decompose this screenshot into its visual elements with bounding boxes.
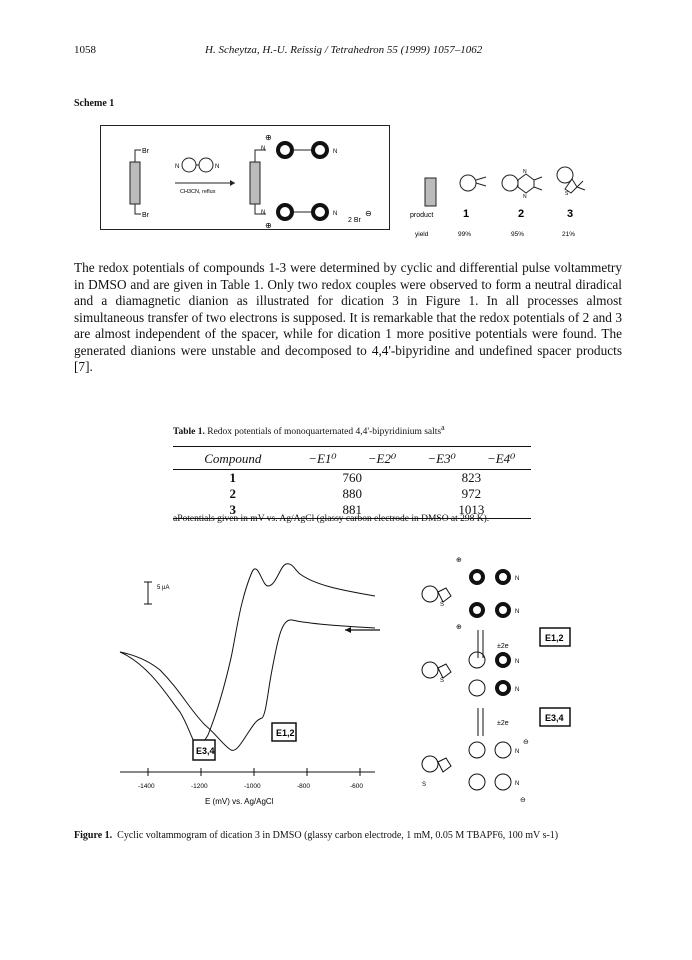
peak-label-e34 [193, 740, 215, 760]
spacer-1-icon [460, 175, 486, 191]
svg-text:N: N [333, 211, 338, 217]
x-tick-label: -1000 [244, 783, 261, 790]
col-e3: −E3⁰ [412, 447, 472, 470]
svg-text:S: S [565, 191, 569, 197]
peak-label-e12 [272, 723, 296, 741]
svg-text:S: S [440, 678, 445, 684]
cell-e34: 972 [461, 486, 482, 501]
cell-compound: 2 [229, 486, 237, 501]
svg-text:N: N [215, 164, 220, 170]
yield-3: 21% [562, 231, 576, 238]
body-paragraph: The redox potentials of compounds 1-3 were determined by cyclic and differential pulse voltammetry in DMSO and are given in Table 1. Only two redox couples were observed to form a neutral diradical and a diamagnetic dianion as illustrated for dication 3 in Figure 1. In all processes almost simultaneous transfer of two electrons is supposed. It is remarkable that the redox potentials of 2 and 3 are almost independent of the spacer, while for dication 1 more positive potentials were found. The generated dianions were unstable and decomposed to 4,4'-bipyridine and undefined spacer products [7]. [74, 260, 622, 374]
svg-text:E3,4: E3,4 [545, 713, 564, 723]
svg-text:N: N [261, 210, 266, 216]
svg-text:⊕: ⊕ [456, 557, 462, 564]
col-e1: −E1⁰ [293, 447, 353, 470]
transfer-arrow-2 [478, 708, 509, 736]
redox-table [173, 446, 531, 519]
cv-trace-lower [120, 620, 375, 750]
svg-text:⊕: ⊕ [265, 221, 272, 230]
counter-ion: 2 Br [348, 217, 361, 224]
yield-1: 99% [458, 231, 472, 238]
scale-bar-label: 5 µA [157, 585, 170, 591]
svg-text:E3,4: E3,4 [196, 746, 215, 756]
electron-transfer-2: ±2e [497, 720, 509, 727]
yield-row-label: yield [415, 231, 429, 238]
cell-e34: 823 [461, 470, 482, 485]
cell-e34: 1013 [412, 502, 531, 519]
svg-text:E1,2: E1,2 [545, 633, 564, 643]
x-tick-label: -600 [350, 783, 364, 790]
svg-text:N: N [523, 194, 527, 200]
svg-text:N: N [333, 149, 338, 155]
x-tick-label: -800 [297, 783, 311, 790]
scheme-drawing [0, 0, 692, 260]
svg-text:⊖: ⊖ [523, 739, 529, 746]
x-axis-label: E (mV) vs. Ag/AgCl [205, 797, 274, 806]
bromide-bottom: Br [142, 212, 149, 219]
e12-badge [540, 628, 570, 646]
product-2-number: 2 [518, 208, 525, 220]
table-caption-text: Redox potentials of monoquarternated 4,4'-bipyridinium salts [207, 427, 442, 438]
dibromide-spacer [130, 148, 150, 219]
dianion-structure [422, 739, 529, 804]
table-caption [173, 423, 445, 437]
product-3-number: 3 [567, 208, 574, 220]
svg-text:⊕: ⊕ [456, 624, 462, 631]
cell-compound: 1 [229, 470, 237, 485]
svg-text:S: S [422, 782, 427, 788]
svg-text:⊖: ⊖ [520, 797, 526, 804]
cell-e12: 881 [293, 502, 412, 519]
spacer-3-icon [557, 167, 585, 197]
cell-e12: 760 [342, 470, 362, 485]
svg-text:⊕: ⊕ [265, 133, 272, 142]
bipyridine-reagent [175, 158, 219, 172]
svg-text:N: N [515, 687, 520, 693]
svg-text:N: N [175, 164, 180, 170]
running-citation: H. Scheytza, H.-U. Reissig / Tetrahedron 55 (1999) 1057–1062 [205, 44, 483, 56]
cell-compound: 3 [173, 502, 293, 519]
svg-text:N: N [515, 781, 520, 787]
svg-text:⊖: ⊖ [365, 209, 372, 218]
figure-caption-text: Cyclic voltammogram of dication 3 in DMSO (glassy carbon electrode, 1 mM, 0.05 M TBAPF6, 100 mV s-1) [117, 830, 559, 841]
page-number: 1058 [74, 44, 96, 56]
scheme-label: Scheme 1 [74, 98, 115, 109]
svg-text:N: N [515, 576, 520, 582]
figure-caption [74, 830, 558, 841]
electron-transfer-1: ±2e [497, 643, 509, 650]
svg-text:N: N [261, 146, 266, 152]
table-row [173, 470, 531, 487]
table-caption-label: Table 1. [173, 427, 205, 438]
col-e4: −E4⁰ [471, 447, 531, 470]
figure-caption-label: Figure 1. [74, 830, 113, 841]
x-axis-ticks [138, 768, 363, 790]
current-scale-bar [144, 582, 169, 604]
col-compound: Compound [173, 447, 293, 470]
yield-2: 95% [511, 231, 525, 238]
svg-text:S: S [440, 602, 445, 608]
product-1-number: 1 [463, 208, 470, 220]
svg-text:N: N [523, 169, 527, 175]
table-row [173, 486, 531, 502]
product-spacers [425, 167, 585, 206]
diradical-structure [422, 652, 519, 696]
x-tick-label: -1400 [138, 783, 155, 790]
cv-trace-upper [120, 564, 375, 746]
svg-text:N: N [515, 609, 520, 615]
spacer-2-icon [502, 169, 542, 200]
table-header-row [173, 447, 531, 470]
dication-structure [422, 557, 519, 631]
col-e2: −E2⁰ [352, 447, 412, 470]
figure-1 [0, 540, 692, 825]
table-caption-mark: a [441, 423, 445, 432]
svg-text:N: N [515, 749, 520, 755]
product-row-label: product [410, 212, 434, 219]
reagents-text: CH3CN, reflux [180, 189, 216, 195]
x-tick-label: -1200 [191, 783, 208, 790]
table-footnote: aPotentials given in mV vs. Ag/AgCl (glassy carbon electrode in DMSO at 298 K). [173, 514, 490, 524]
cell-e12: 880 [342, 486, 362, 501]
e34-badge [540, 708, 570, 726]
svg-text:E1,2: E1,2 [276, 728, 295, 738]
bis-pyridinium-product [250, 133, 372, 230]
bromide-top: Br [142, 148, 149, 155]
svg-text:N: N [515, 659, 520, 665]
